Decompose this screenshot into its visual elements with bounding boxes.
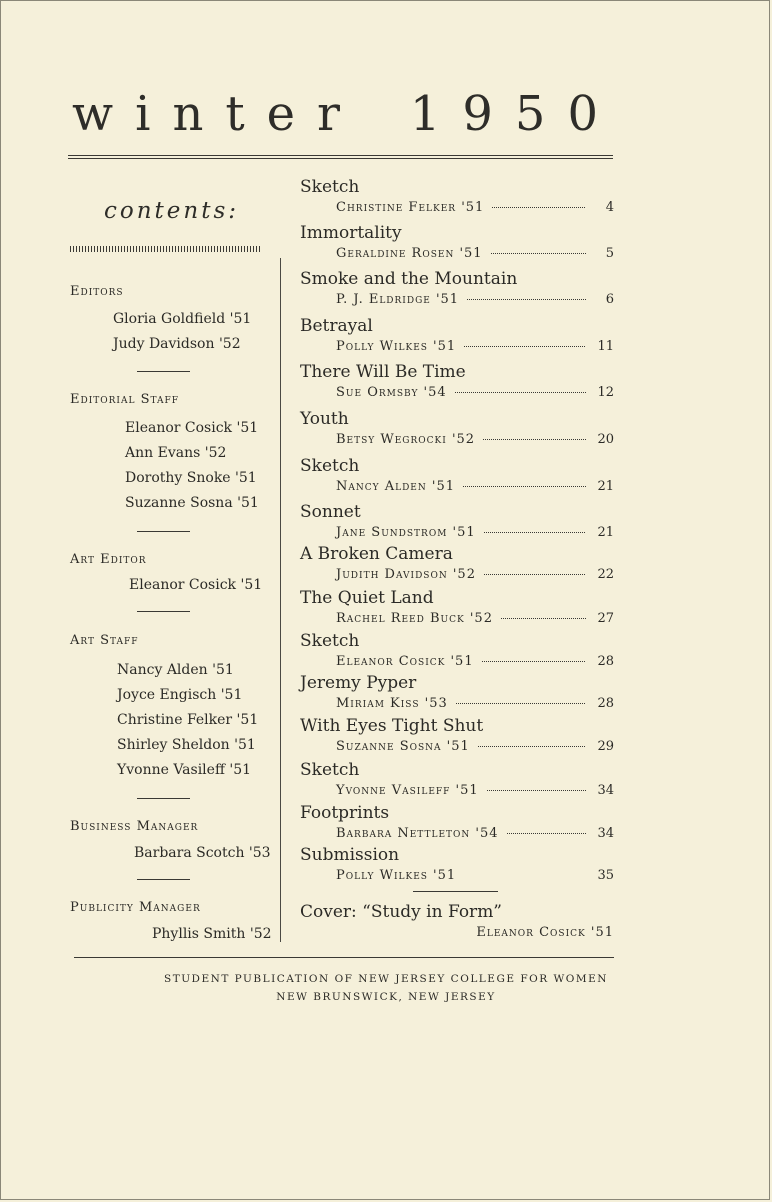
toc-page: 27 bbox=[597, 611, 614, 626]
toc-entry bbox=[300, 316, 614, 354]
footer-rule bbox=[74, 957, 614, 958]
toc-author: Jane Sundstrom '51 bbox=[336, 525, 476, 540]
toc-page: 11 bbox=[597, 339, 614, 354]
toc-entry bbox=[300, 362, 614, 400]
toc-leader bbox=[467, 299, 586, 300]
toc-entry bbox=[300, 544, 614, 582]
editor-name: Gloria Goldfield '51 bbox=[113, 311, 252, 327]
toc-page: 4 bbox=[605, 200, 614, 215]
toc-entry bbox=[300, 631, 614, 669]
footer-line-2: NEW BRUNSWICK, NEW JERSEY bbox=[276, 991, 496, 1003]
toc-title: Jeremy Pyper bbox=[300, 673, 417, 693]
toc-title: Sketch bbox=[300, 456, 360, 476]
business-manager-name: Barbara Scotch '53 bbox=[134, 845, 271, 861]
toc-author: Eleanor Cosick '51 bbox=[336, 654, 474, 669]
toc-leader bbox=[483, 439, 586, 440]
art-staff-name: Nancy Alden '51 bbox=[117, 662, 234, 678]
toc-page: 28 bbox=[597, 696, 614, 711]
publicity-manager-label: Publicity Manager bbox=[70, 900, 201, 915]
cover-rule bbox=[413, 891, 498, 892]
toc-author: Christine Felker '51 bbox=[336, 200, 485, 215]
editorial-staff-name: Dorothy Snoke '51 bbox=[125, 470, 257, 486]
art-editor-name: Eleanor Cosick '51 bbox=[129, 577, 263, 593]
contents-heading: contents: bbox=[104, 198, 240, 224]
toc-leader bbox=[492, 207, 586, 208]
toc-entry bbox=[300, 502, 614, 540]
toc-entry bbox=[300, 716, 614, 754]
art-staff-name: Shirley Sheldon '51 bbox=[117, 737, 256, 753]
section-rule bbox=[137, 798, 190, 799]
toc-leader bbox=[491, 253, 586, 254]
toc-leader bbox=[501, 618, 586, 619]
toc-author: Barbara Nettleton '54 bbox=[336, 826, 499, 841]
toc-page: 35 bbox=[597, 868, 614, 883]
toc-author: Judith Davidson '52 bbox=[336, 567, 476, 582]
art-editor-label: Art Editor bbox=[70, 552, 147, 567]
toc-page: 22 bbox=[597, 567, 614, 582]
section-rule bbox=[137, 531, 190, 532]
title-word: winter bbox=[72, 86, 362, 142]
toc-entry bbox=[300, 760, 614, 798]
toc-page: 21 bbox=[597, 525, 614, 540]
toc-page: 20 bbox=[597, 432, 614, 447]
art-staff-name: Joyce Engisch '51 bbox=[117, 687, 243, 703]
toc-author: Nancy Alden '51 bbox=[336, 479, 455, 494]
editorial-staff-name: Eleanor Cosick '51 bbox=[125, 420, 259, 436]
toc-leader bbox=[455, 392, 586, 393]
section-rule bbox=[137, 611, 190, 612]
toc-leader bbox=[484, 574, 586, 575]
toc-page: 5 bbox=[605, 246, 614, 261]
cover-credit: Eleanor Cosick '51 bbox=[476, 925, 614, 940]
toc-title: Sketch bbox=[300, 760, 360, 780]
staff-column bbox=[70, 0, 275, 960]
toc-author: Yvonne Vasileff '51 bbox=[336, 783, 479, 798]
toc-entry bbox=[300, 409, 614, 447]
toc-title: Youth bbox=[300, 409, 349, 429]
editorial-staff-name: Ann Evans '52 bbox=[125, 445, 227, 461]
toc-leader bbox=[464, 346, 586, 347]
section-rule bbox=[137, 371, 190, 372]
toc-page: 12 bbox=[597, 385, 614, 400]
toc-entry bbox=[300, 673, 614, 711]
toc-title: Sketch bbox=[300, 177, 360, 197]
title-year: 1950 bbox=[409, 86, 620, 142]
toc-title: Smoke and the Mountain bbox=[300, 269, 518, 289]
toc-title: Sonnet bbox=[300, 502, 361, 522]
toc-entry bbox=[300, 177, 614, 215]
toc-leader bbox=[456, 703, 586, 704]
toc-title: The Quiet Land bbox=[300, 588, 434, 608]
art-staff-label: Art Staff bbox=[70, 633, 139, 648]
publicity-manager-name: Phyllis Smith '52 bbox=[152, 926, 272, 942]
toc-author: Sue Ormsby '54 bbox=[336, 385, 447, 400]
toc-author: Betsy Wegrocki '52 bbox=[336, 432, 476, 447]
cover-title: Cover: “Study in Form” bbox=[300, 902, 502, 922]
toc-page: 34 bbox=[597, 783, 614, 798]
toc-title: Sketch bbox=[300, 631, 360, 651]
toc-title: Betrayal bbox=[300, 316, 373, 336]
editors-label: Editors bbox=[70, 284, 124, 299]
business-manager-label: Business Manager bbox=[70, 819, 199, 834]
toc-author: Polly Wilkes '51 bbox=[336, 339, 457, 354]
toc-entry bbox=[300, 456, 614, 494]
toc-leader bbox=[487, 790, 586, 791]
section-rule bbox=[137, 879, 190, 880]
toc-page: 29 bbox=[597, 739, 614, 754]
toc-author: Geraldine Rosen '51 bbox=[336, 246, 483, 261]
toc-author: Suzanne Sosna '51 bbox=[336, 739, 470, 754]
toc-entry bbox=[300, 269, 614, 307]
toc-entry bbox=[300, 845, 614, 883]
footer-line-1: STUDENT PUBLICATION OF NEW JERSEY COLLEGE FOR WOMEN bbox=[164, 973, 608, 985]
toc-title: A Broken Camera bbox=[300, 544, 453, 564]
toc-leader bbox=[464, 875, 586, 876]
editorial-staff-label: Editorial Staff bbox=[70, 392, 179, 407]
toc-entry bbox=[300, 223, 614, 261]
toc-leader bbox=[484, 532, 586, 533]
toc-leader bbox=[478, 746, 586, 747]
column-divider bbox=[280, 258, 281, 942]
toc-page: 21 bbox=[597, 479, 614, 494]
toc-title: Submission bbox=[300, 845, 400, 865]
toc-entry bbox=[300, 588, 614, 626]
toc-author: P. J. Eldridge '51 bbox=[336, 292, 460, 307]
editorial-staff-name: Suzanne Sosna '51 bbox=[125, 495, 259, 511]
toc-leader bbox=[507, 833, 586, 834]
toc-title: There Will Be Time bbox=[300, 362, 466, 382]
toc-author: Rachel Reed Buck '52 bbox=[336, 611, 493, 626]
editor-name: Judy Davidson '52 bbox=[113, 336, 241, 352]
toc-title: With Eyes Tight Shut bbox=[300, 716, 484, 736]
toc-page: 34 bbox=[597, 826, 614, 841]
toc-page: 6 bbox=[605, 292, 614, 307]
toc-leader bbox=[482, 661, 586, 662]
toc-author: Miriam Kiss '53 bbox=[336, 696, 448, 711]
art-staff-name: Yvonne Vasileff '51 bbox=[117, 762, 252, 778]
toc-page: 28 bbox=[597, 654, 614, 669]
toc-author: Polly Wilkes '51 bbox=[336, 868, 457, 883]
toc-leader bbox=[463, 486, 586, 487]
toc-title: Immortality bbox=[300, 223, 402, 243]
toc-title: Footprints bbox=[300, 803, 390, 823]
art-staff-name: Christine Felker '51 bbox=[117, 712, 259, 728]
toc-entry bbox=[300, 803, 614, 841]
